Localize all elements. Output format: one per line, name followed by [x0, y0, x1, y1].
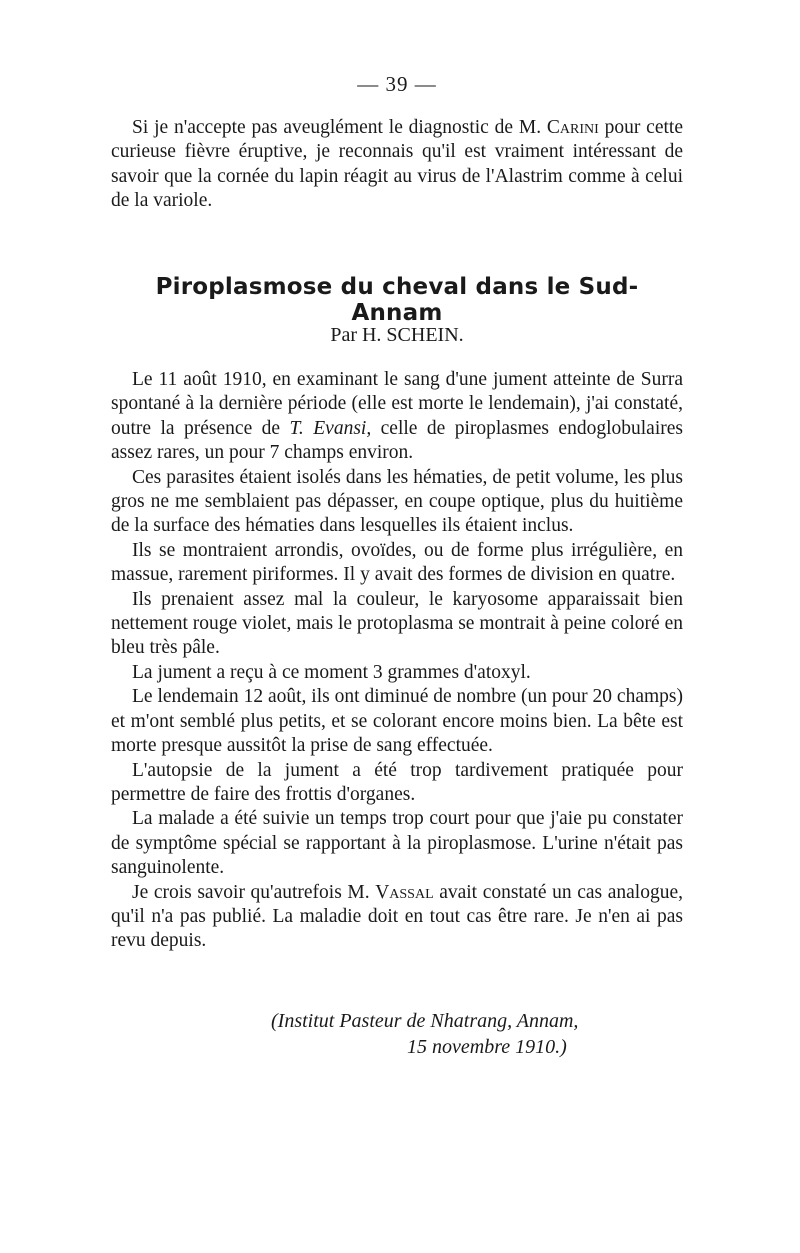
paragraph-5: La jument a reçu à ce moment 3 grammes d'atoxyl.	[132, 661, 531, 683]
intro-text-after: pour cette curieuse fièvre éruptive, je reconnais qu'il est vraiment intéressant de savoir que la cornée du lapin réagit au virus de l'Alastrim comme à celui de la variole.	[111, 117, 683, 212]
paragraph-1-after: celle de piroplasmes endoglobulaires assez rares, un pour 7 champs environ.	[111, 417, 683, 464]
intro-paragraph	[111, 116, 683, 214]
signature-block	[111, 1008, 683, 1060]
paragraph-7: L'autopsie de la jument a été trop tardivement pratiquée pour permettre de faire des frottis d'organes.	[111, 759, 683, 805]
intro-text-before: Si je n'accepte pas aveuglément le diagnostic de M.	[132, 117, 547, 138]
paragraph-1-before: Le 11 août 1910, en examinant le sang d'une jument atteinte de Surra spontané à la dernière période (elle est morte le lendemain), j'ai constaté, outre la présence de	[111, 369, 683, 439]
author-name-carini: Carini	[546, 117, 599, 138]
paragraph-9	[111, 881, 683, 954]
paragraph-1	[111, 368, 683, 466]
author-name-vassal: Vassal	[375, 881, 434, 903]
page-number: — 39 —	[357, 72, 437, 96]
paragraph-6: Le lendemain 12 août, ils ont diminué de nombre (un pour 20 champs) et m'ont semblé plus petits, et se colorant encore moins bien. La bête est morte presque aussitôt la prise de sang effectuée.	[111, 686, 683, 757]
signature-date: 15 novembre 1910.)	[407, 1036, 567, 1058]
paragraph-4: Ils prenaient assez mal la couleur, le karyosome apparaissait bien nettement rouge violet, mais le protoplasma se montrait à peine coloré en bleu très pâle.	[111, 588, 683, 659]
article-byline: Par H. SCHEIN.	[330, 324, 464, 346]
paragraph-9-after: avait constaté un cas analogue, qu'il n'a pas publié. La maladie doit en tout cas être rare. Je n'en ai pas revu depuis.	[111, 881, 683, 952]
paragraph-8: La malade a été suivie un temps trop court pour que j'aie pu constater de symptôme spécial se rapportant à la piroplasmose. L'urine n'était pas sanguinolente.	[111, 808, 683, 879]
intro-text	[111, 116, 683, 214]
article-title: Piroplasmose du cheval dans le Sud-Annam	[155, 274, 639, 326]
article-body	[111, 368, 683, 954]
paragraph-9-before: Je crois savoir qu'autrefois M.	[132, 881, 376, 903]
species-name: T. Evansi,	[289, 417, 372, 439]
paragraph-3: Ils se montraient arrondis, ovoïdes, ou de forme plus irrégulière, en massue, rarement piriformes. Il y avait des formes de division en quatre.	[111, 539, 683, 586]
paragraph-2: Ces parasites étaient isolés dans les hématies, de petit volume, les plus gros ne me semblaient pas dépasser, en coupe optique, plus du huitième de la surface des hématies dans lesquelles ils étaient inclus.	[111, 466, 683, 537]
signature-institute: (Institut Pasteur de Nhatrang, Annam,	[271, 1010, 579, 1032]
